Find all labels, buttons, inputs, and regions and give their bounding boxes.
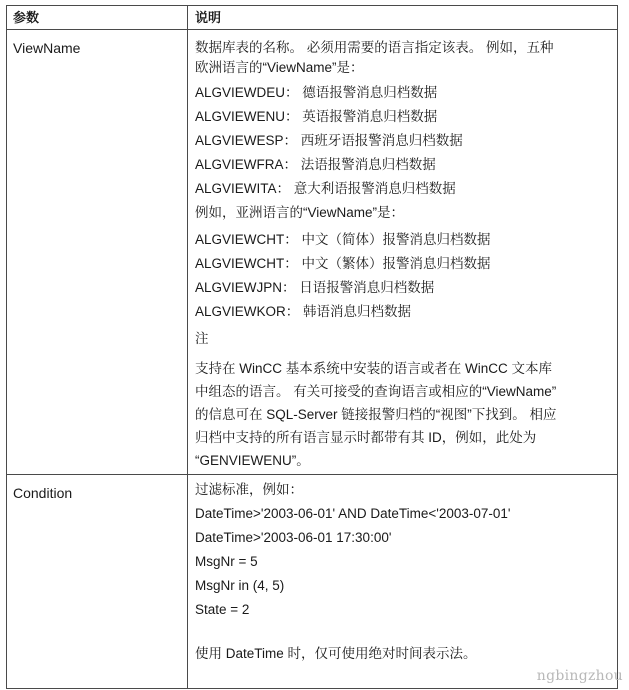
param-name-condition: Condition <box>13 485 73 501</box>
parameter-table <box>6 5 618 689</box>
condition-line-4: MsgNr = 5 <box>195 554 258 569</box>
watermark-text: ngbingzhou <box>536 668 623 684</box>
param-name-viewname: ViewName <box>13 40 81 56</box>
header-desc-label: 说明 <box>195 10 222 25</box>
table-row-condition <box>7 475 617 688</box>
header-desc-cell <box>188 6 617 29</box>
note-line-5: “GENVIEWENU”。 <box>195 453 310 468</box>
mapping-asian-2: ALGVIEWCHT： 中文（繁体）报警消息归档数据 <box>195 256 491 271</box>
mapping-european-2: ALGVIEWENU： 英语报警消息归档数据 <box>195 109 438 124</box>
note-paragraph <box>195 357 609 472</box>
mapping-european-4: ALGVIEWFRA： 法语报警消息归档数据 <box>195 157 436 172</box>
condition-footer: 使用 DateTime 时，仅可使用绝对时间表示法。 <box>195 646 477 661</box>
mapping-european-5: ALGVIEWITA： 意大利语报警消息归档数据 <box>195 181 456 196</box>
table-header-row <box>7 6 617 30</box>
table-row-viewname <box>7 30 617 475</box>
note-line-4: 归档中支持的所有语言显示时都带有其 ID，例如，此处为 <box>195 430 537 445</box>
note-line-2: 中组态的语言。 有关可接受的查询语言或相应的“ViewName” <box>195 384 557 399</box>
condition-line-6: State = 2 <box>195 602 250 617</box>
desc-cell-condition <box>188 475 617 688</box>
desc-cell-viewname <box>188 30 617 474</box>
mapping-asian-1: ALGVIEWCHT： 中文（简体）报警消息归档数据 <box>195 232 491 247</box>
mapping-asian-3: ALGVIEWJPN： 日语报警消息归档数据 <box>195 280 435 295</box>
condition-line-1: 过滤标准，例如： <box>195 482 303 497</box>
header-param-cell <box>7 6 188 29</box>
note-line-3: 的信息可在 SQL-Server 链接报警归档的“视图”下找到。 相应 <box>195 407 557 422</box>
condition-line-5: MsgNr in (4, 5) <box>195 578 285 593</box>
asian-intro: 例如，亚洲语言的“ViewName”是： <box>195 205 405 220</box>
header-param-label: 参数 <box>13 10 40 25</box>
param-cell-condition <box>7 475 188 688</box>
condition-line-3: DateTime>'2003-06-01 17:30:00' <box>195 530 392 545</box>
mapping-asian-4: ALGVIEWKOR： 韩语消息归档数据 <box>195 304 412 319</box>
note-label: 注 <box>195 331 209 346</box>
viewname-intro-line-2: 欧洲语言的“ViewName”是： <box>195 60 364 75</box>
mapping-european-3: ALGVIEWESP： 西班牙语报警消息归档数据 <box>195 133 463 148</box>
viewname-intro-line-1: 数据库表的名称。 必须用需要的语言指定该表。 例如，五种 <box>195 40 554 55</box>
mapping-european-1: ALGVIEWDEU： 德语报警消息归档数据 <box>195 85 438 100</box>
condition-line-2: DateTime>'2003-06-01' AND DateTime<'2003-07-01' <box>195 506 511 521</box>
param-cell-viewname <box>7 30 188 474</box>
note-line-1: 支持在 WinCC 基本系统中安装的语言或者在 WinCC 文本库 <box>195 361 552 376</box>
